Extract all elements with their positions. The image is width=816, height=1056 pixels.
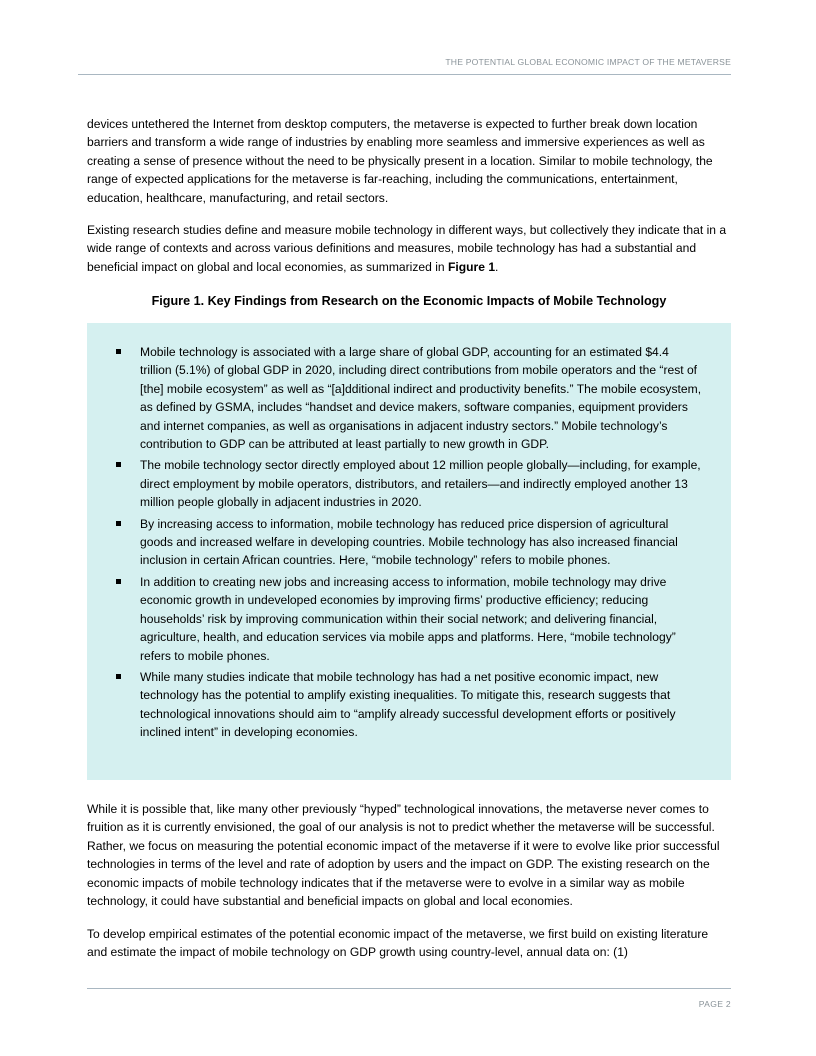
intro-paragraph-2-text: Existing research studies define and measure mobile technology in different ways, but collectively they indicate that in a wide range of contexts and across various definitions and measures, mobile technology has had a substantial and beneficial impact on global and local economies, as summarized in xyxy=(87,223,727,274)
square-bullet-icon xyxy=(116,579,121,584)
page-number: PAGE 2 xyxy=(698,999,731,1009)
square-bullet-icon xyxy=(116,674,121,679)
footer-divider xyxy=(87,988,731,989)
intro-paragraph-2-end: . xyxy=(495,259,499,274)
intro-paragraph-1: devices untethered the Internet from desktop computers, the metaverse is expected to further break down location barriers and transform a wide range of industries by enabling more seamless and immersive experiences as well as creating a sense of presence without the need to be physically present in a location. Similar to mobile technology, the range of expected applications for the metaverse is far-reaching, including the communications, entertainment, education, healthcare, manufacturing, and retail sectors. xyxy=(87,117,713,205)
bullet-text: In addition to creating new jobs and increasing access to information, mobile technology may drive economic growth in undeveloped economies by improving firms’ productive efficiency; reducing households’ risk by improving communication within their social network; and delivering financial, agriculture, health, and education services via mobile apps and platforms. Here, “mobile technology” refers to mobile phones. xyxy=(140,574,676,663)
figure-reference: Figure 1 xyxy=(448,259,496,274)
running-header: THE POTENTIAL GLOBAL ECONOMIC IMPACT OF THE METAVERSE xyxy=(445,57,731,67)
list-item xyxy=(87,343,731,453)
list-item xyxy=(87,573,731,665)
list-item xyxy=(87,456,731,511)
list-item xyxy=(87,668,731,742)
intro-paragraph-2 xyxy=(87,221,731,276)
bullet-text: The mobile technology sector directly employed about 12 million people globally—including, for example, direct employment by mobile operators, distributors, and retailers—and indirectly employed another 13 million people globally in adjacent industries in 2020. xyxy=(140,458,701,510)
square-bullet-icon xyxy=(116,462,121,467)
square-bullet-icon xyxy=(116,521,121,526)
list-item xyxy=(87,515,731,570)
key-findings-list xyxy=(87,343,731,745)
figure-title: Figure 1. Key Findings from Research on the Economic Impacts of Mobile Technology xyxy=(151,294,667,308)
methods-paragraph: To develop empirical estimates of the potential economic impact of the metaverse, we first build on existing literature and estimate the impact of mobile technology on GDP growth using country-level, annual data on: (1) xyxy=(87,927,709,960)
analysis-paragraph: While it is possible that, like many other previously “hyped” technological innovations, the metaverse never comes to fruition as it is currently envisioned, the goal of our analysis is not to predict whether the metaverse will be successful. Rather, we focus on measuring the potential economic impact of the metaverse if it were to evolve like prior successful technologies in terms of the level and rate of adoption by users and the impact on GDP. The existing research on the economic impacts of mobile technology indicates that if the metaverse were to evolve in a similar way as mobile technology, it could have substantial and beneficial impacts on global and local economies. xyxy=(87,802,720,909)
key-findings-box xyxy=(87,323,731,780)
header-divider xyxy=(78,74,731,75)
bullet-text: By increasing access to information, mobile technology has reduced price dispersion of agricultural goods and increased welfare in developing countries. Mobile technology has also increased financial inclusion in certain African countries. Here, “mobile technology” refers to mobile phones. xyxy=(140,516,678,568)
bullet-text: Mobile technology is associated with a large share of global GDP, accounting for an estimated $4.4 trillion (5.1%) of global GDP in 2020, including direct contributions from mobile operators and the “rest of [the] mobile ecosystem” as well as “[a]dditional indirect and productivity benefits.” The mobile ecosystem, as defined by GSMA, includes “handset and device makers, software companies, equipment providers and internet companies, as well as organisations in adjacent industry sectors.” Mobile technology’s contribution to GDP can be attributed at least partially to new growth in GDP. xyxy=(140,345,702,452)
square-bullet-icon xyxy=(116,349,121,354)
bullet-text: While many studies indicate that mobile technology has had a net positive economic impact, new technology has the potential to amplify existing inequalities. To mitigate this, research suggests that technological innovations should aim to “amplify already successful development efforts or positively inclined intent” in developing economies. xyxy=(140,669,676,740)
